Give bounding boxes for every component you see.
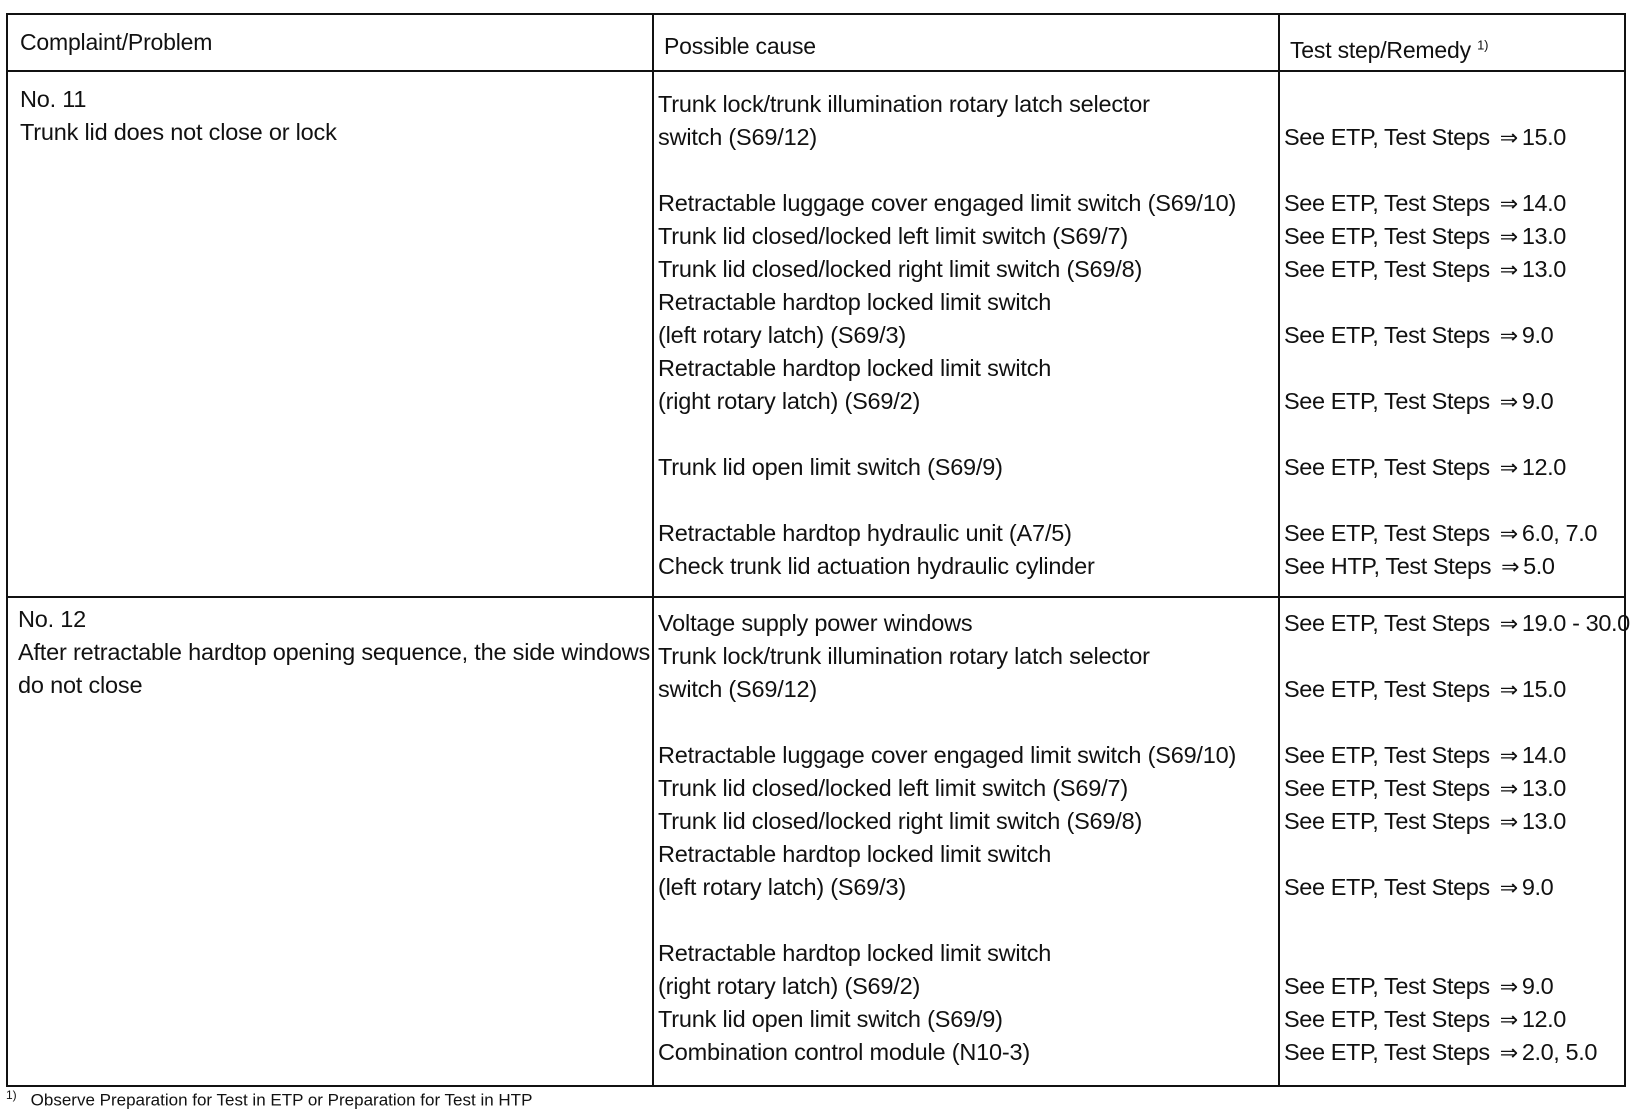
complaint-description-line: After retractable hardtop opening sequence, the side windows [18, 639, 651, 665]
remedy-text: See ETP, Test Steps [1284, 520, 1490, 546]
footnote [6, 1088, 532, 1111]
right-double-arrow-icon: ⇒ [1499, 324, 1518, 349]
header-remedy-footnote: 1) [1477, 37, 1489, 53]
remedy-line [1284, 187, 1597, 220]
test-step-value: 12.0 [1521, 1006, 1566, 1032]
right-double-arrow-icon: ⇒ [1499, 744, 1518, 769]
remedy-line [1284, 451, 1597, 484]
test-step-value: 14.0 [1521, 742, 1566, 768]
column-divider-remedy [1278, 15, 1280, 1085]
remedy-line [1284, 121, 1597, 154]
test-step-value: 9.0 [1521, 973, 1554, 999]
cause-line: Check trunk lid actuation hydraulic cylinder [658, 553, 1095, 579]
remedy-text: See ETP, Test Steps [1284, 775, 1490, 801]
header-remedy [1290, 37, 1488, 64]
right-double-arrow-icon: ⇒ [1499, 810, 1518, 835]
cause-line: Voltage supply power windows [658, 610, 973, 636]
test-step-value: 15.0 [1521, 676, 1566, 702]
cause-line: Trunk lid open limit switch (S69/9) [658, 454, 1003, 480]
right-double-arrow-icon: ⇒ [1499, 612, 1518, 637]
remedy-line [1284, 805, 1630, 838]
cause-line: Trunk lid closed/locked left limit switch (S69/7) [658, 775, 1128, 801]
remedy-text: See ETP, Test Steps [1284, 124, 1490, 150]
cause-line [658, 904, 1236, 937]
remedy-line [1284, 550, 1597, 583]
remedy-line [1284, 1036, 1630, 1069]
remedy-line [1284, 772, 1630, 805]
header-divider [8, 70, 1624, 72]
cause-line: Trunk lid closed/locked right limit switch (S69/8) [658, 808, 1143, 834]
footnote-text: Observe Preparation for Test in ETP or Preparation for Test in HTP [30, 1090, 533, 1110]
cause-line: Retractable hardtop locked limit switch [658, 289, 1052, 315]
remedy-line [1284, 640, 1630, 673]
cause-line: switch (S69/12) [658, 124, 817, 150]
remedy-list-row-11 [1284, 88, 1597, 583]
right-double-arrow-icon: ⇒ [1501, 555, 1520, 580]
right-double-arrow-icon: ⇒ [1499, 678, 1518, 703]
cause-line [658, 706, 1236, 739]
cause-line: (left rotary latch) (S69/3) [658, 874, 906, 900]
complaint-description-line: do not close [18, 672, 143, 698]
right-double-arrow-icon: ⇒ [1499, 258, 1518, 283]
remedy-text: See ETP, Test Steps [1284, 322, 1490, 348]
cause-line [658, 154, 1236, 187]
header-complaint: Complaint/Problem [20, 29, 213, 55]
remedy-text: See ETP, Test Steps [1284, 676, 1490, 702]
remedy-line [1284, 319, 1597, 352]
cause-line: Trunk lid closed/locked right limit switch (S69/8) [658, 256, 1143, 282]
remedy-line [1284, 286, 1597, 319]
remedy-text: See ETP, Test Steps [1284, 1039, 1490, 1065]
column-divider-cause [652, 15, 654, 1085]
remedy-list-row-12 [1284, 607, 1630, 1069]
remedy-text: See ETP, Test Steps [1284, 190, 1490, 216]
right-double-arrow-icon: ⇒ [1499, 456, 1518, 481]
test-step-value: 13.0 [1521, 775, 1566, 801]
right-double-arrow-icon: ⇒ [1499, 1041, 1518, 1066]
complaint-number: No. 12 [18, 606, 87, 632]
cause-line [658, 484, 1236, 517]
cause-line: (right rotary latch) (S69/2) [658, 388, 921, 414]
remedy-line [1284, 253, 1597, 286]
remedy-line [1284, 1003, 1630, 1036]
remedy-line [1284, 484, 1597, 517]
cause-line: Trunk lid open limit switch (S69/9) [658, 1006, 1003, 1032]
remedy-text: See ETP, Test Steps [1284, 1006, 1490, 1032]
remedy-line [1284, 970, 1630, 1003]
cause-line: Retractable luggage cover engaged limit switch (S69/10) [658, 742, 1237, 768]
right-double-arrow-icon: ⇒ [1499, 192, 1518, 217]
cause-line: Retractable hardtop locked limit switch [658, 940, 1052, 966]
cause-line: Retractable hardtop hydraulic unit (A7/5) [658, 520, 1072, 546]
cause-list-row-12 [658, 607, 1236, 1069]
remedy-line [1284, 517, 1597, 550]
test-step-value: 9.0 [1521, 322, 1554, 348]
test-step-value: 13.0 [1521, 223, 1566, 249]
remedy-text: See ETP, Test Steps [1284, 808, 1490, 834]
cause-list-row-11 [658, 88, 1236, 583]
test-step-value: 5.0 [1523, 553, 1555, 579]
cause-line: Trunk lid closed/locked left limit switch (S69/7) [658, 223, 1128, 249]
cause-line: (right rotary latch) (S69/2) [658, 973, 921, 999]
right-double-arrow-icon: ⇒ [1499, 522, 1518, 547]
remedy-line [1284, 904, 1630, 937]
cause-line: Trunk lock/trunk illumination rotary latch selector [658, 91, 1150, 117]
remedy-line [1284, 838, 1630, 871]
remedy-line [1284, 88, 1597, 121]
test-step-value: 9.0 [1521, 874, 1554, 900]
header-remedy-label: Test step/Remedy [1290, 37, 1471, 63]
right-double-arrow-icon: ⇒ [1499, 777, 1518, 802]
test-step-value: 9.0 [1521, 388, 1554, 414]
test-step-value: 12.0 [1521, 454, 1566, 480]
test-step-value: 15.0 [1521, 124, 1566, 150]
footnote-mark: 1) [6, 1088, 17, 1102]
remedy-text: See ETP, Test Steps [1284, 454, 1490, 480]
remedy-line [1284, 220, 1597, 253]
cause-line: Retractable hardtop locked limit switch [658, 355, 1052, 381]
row-divider [8, 596, 1624, 598]
test-step-value: 14.0 [1521, 190, 1566, 216]
remedy-text: See ETP, Test Steps [1284, 256, 1490, 282]
remedy-text: See ETP, Test Steps [1284, 388, 1490, 414]
test-step-value: 13.0 [1521, 808, 1566, 834]
right-double-arrow-icon: ⇒ [1499, 126, 1518, 151]
remedy-line [1284, 352, 1597, 385]
remedy-line [1284, 418, 1597, 451]
remedy-line [1284, 385, 1597, 418]
remedy-line [1284, 871, 1630, 904]
remedy-text: See ETP, Test Steps [1284, 223, 1490, 249]
test-step-value: 19.0 - 30.0 [1521, 610, 1630, 636]
right-double-arrow-icon: ⇒ [1499, 225, 1518, 250]
complaint-description-line: Trunk lid does not close or lock [20, 119, 337, 145]
right-double-arrow-icon: ⇒ [1499, 1008, 1518, 1033]
remedy-line [1284, 937, 1630, 970]
cause-line: Retractable luggage cover engaged limit switch (S69/10) [658, 190, 1237, 216]
test-step-value: 2.0, 5.0 [1521, 1039, 1598, 1065]
right-double-arrow-icon: ⇒ [1499, 390, 1518, 415]
remedy-line [1284, 607, 1630, 640]
remedy-text: See HTP, Test Steps [1284, 553, 1492, 579]
cause-line: Combination control module (N10-3) [658, 1039, 1030, 1065]
cause-line: Trunk lock/trunk illumination rotary latch selector [658, 643, 1150, 669]
remedy-line [1284, 739, 1630, 772]
right-double-arrow-icon: ⇒ [1499, 876, 1518, 901]
remedy-line [1284, 154, 1597, 187]
cause-line: Retractable hardtop locked limit switch [658, 841, 1052, 867]
cause-line: (left rotary latch) (S69/3) [658, 322, 906, 348]
complaint-number: No. 11 [20, 86, 87, 112]
remedy-text: See ETP, Test Steps [1284, 742, 1490, 768]
cause-line: switch (S69/12) [658, 676, 817, 702]
right-double-arrow-icon: ⇒ [1499, 975, 1518, 1000]
header-cause: Possible cause [664, 33, 816, 59]
remedy-line [1284, 706, 1630, 739]
remedy-line [1284, 673, 1630, 706]
remedy-text: See ETP, Test Steps [1284, 973, 1490, 999]
test-step-value: 6.0, 7.0 [1521, 520, 1598, 546]
test-step-value: 13.0 [1521, 256, 1566, 282]
cause-line [658, 418, 1236, 451]
remedy-text: See ETP, Test Steps [1284, 874, 1490, 900]
remedy-text: See ETP, Test Steps [1284, 610, 1490, 636]
